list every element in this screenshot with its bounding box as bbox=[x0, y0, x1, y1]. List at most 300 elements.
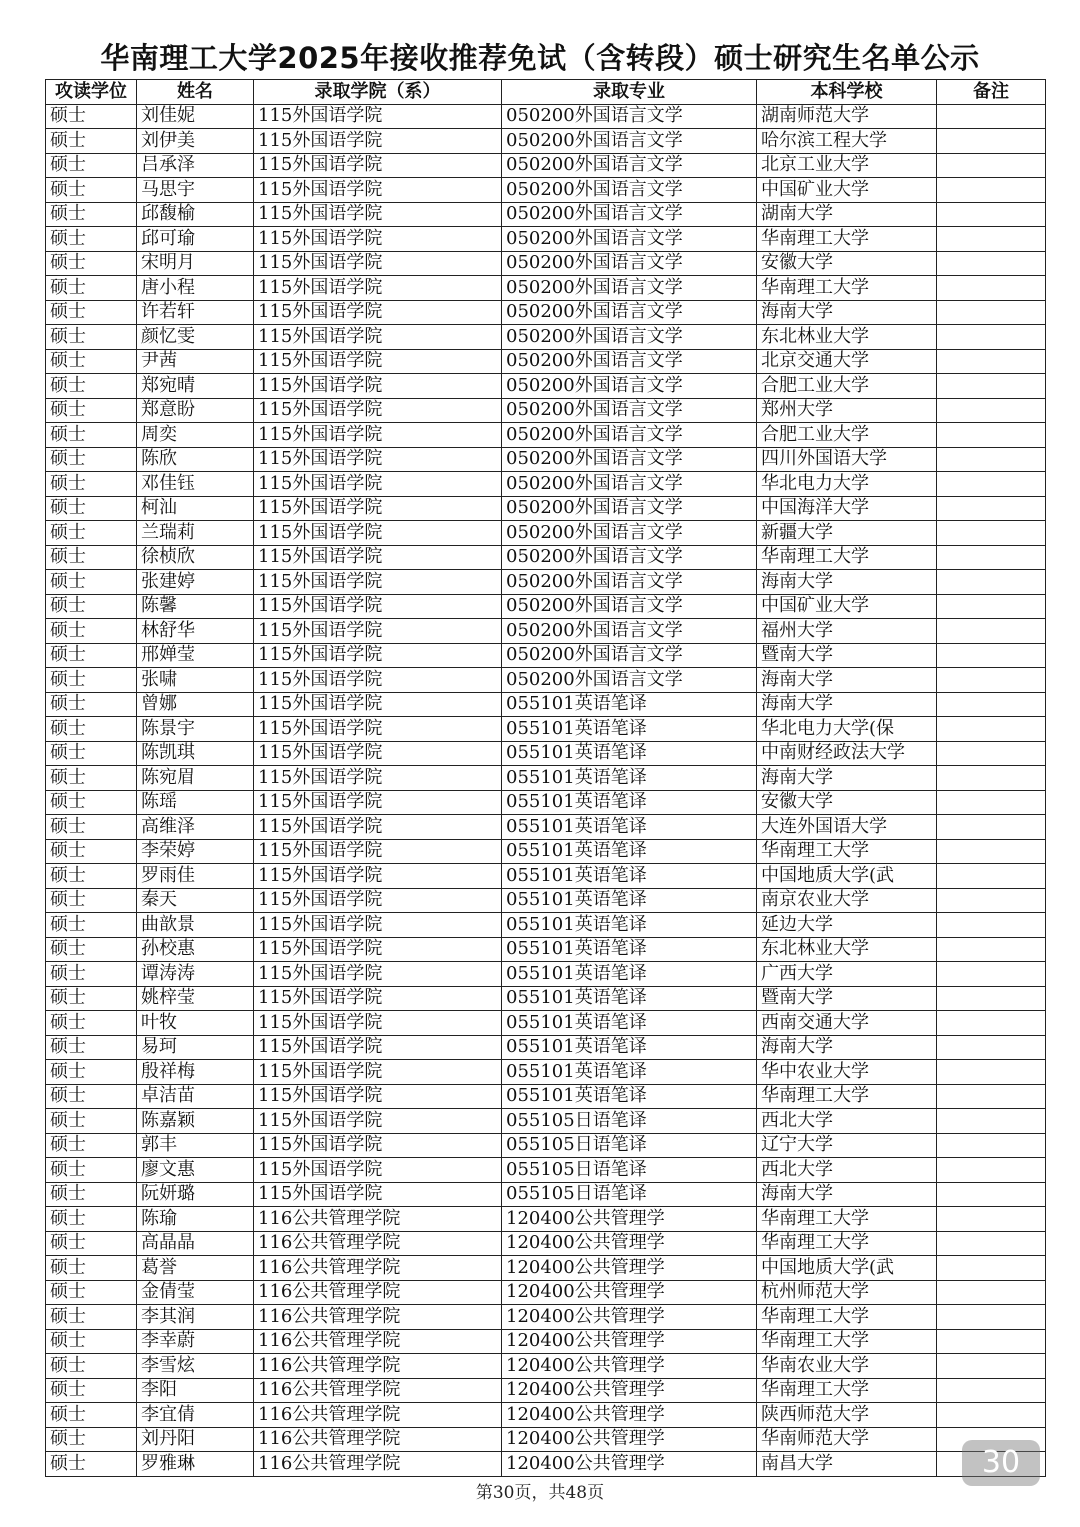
degree-cell: 硕士 bbox=[46, 202, 137, 227]
remarks-cell bbox=[937, 815, 1046, 840]
table-row bbox=[46, 423, 1046, 448]
college-cell: 115外国语学院 bbox=[254, 300, 502, 325]
name-cell: 刘佳妮 bbox=[137, 104, 254, 129]
table-row bbox=[46, 349, 1046, 374]
remarks-cell bbox=[937, 398, 1046, 423]
degree-cell: 硕士 bbox=[46, 1035, 137, 1060]
remarks-cell bbox=[937, 153, 1046, 178]
name-cell: 殷祥梅 bbox=[137, 1060, 254, 1085]
name-cell: 颜忆雯 bbox=[137, 325, 254, 350]
table-row bbox=[46, 325, 1046, 350]
undergrad-school-cell: 海南大学 bbox=[757, 766, 937, 791]
degree-cell: 硕士 bbox=[46, 1011, 137, 1036]
major-cell: 055101英语笔译 bbox=[502, 1084, 757, 1109]
undergrad-school-cell: 海南大学 bbox=[757, 668, 937, 693]
remarks-cell bbox=[937, 668, 1046, 693]
college-cell: 115外国语学院 bbox=[254, 619, 502, 644]
undergrad-school-cell: 华北电力大学(保 bbox=[757, 717, 937, 742]
undergrad-school-cell: 华北电力大学 bbox=[757, 472, 937, 497]
college-cell: 115外国语学院 bbox=[254, 1084, 502, 1109]
remarks-cell bbox=[937, 570, 1046, 595]
table-row bbox=[46, 741, 1046, 766]
undergrad-school-cell: 暨南大学 bbox=[757, 986, 937, 1011]
remarks-cell bbox=[937, 619, 1046, 644]
degree-cell: 硕士 bbox=[46, 227, 137, 252]
name-cell: 柯汕 bbox=[137, 496, 254, 521]
table-row bbox=[46, 692, 1046, 717]
degree-cell: 硕士 bbox=[46, 472, 137, 497]
college-cell: 115外国语学院 bbox=[254, 1035, 502, 1060]
undergrad-school-cell: 华南理工大学 bbox=[757, 1378, 937, 1403]
major-cell: 050200外国语言文学 bbox=[502, 472, 757, 497]
table-row bbox=[46, 766, 1046, 791]
table-row bbox=[46, 937, 1046, 962]
college-cell: 115外国语学院 bbox=[254, 251, 502, 276]
major-cell: 120400公共管理学 bbox=[502, 1280, 757, 1305]
college-cell: 116公共管理学院 bbox=[254, 1329, 502, 1354]
name-cell: 邓佳钰 bbox=[137, 472, 254, 497]
table-row bbox=[46, 888, 1046, 913]
remarks-cell bbox=[937, 1207, 1046, 1232]
major-cell: 050200外国语言文学 bbox=[502, 178, 757, 203]
name-cell: 姚梓莹 bbox=[137, 986, 254, 1011]
major-cell: 050200外国语言文学 bbox=[502, 153, 757, 178]
name-cell: 陈凯琪 bbox=[137, 741, 254, 766]
major-cell: 055101英语笔译 bbox=[502, 839, 757, 864]
degree-cell: 硕士 bbox=[46, 1060, 137, 1085]
undergrad-school-cell: 中国海洋大学 bbox=[757, 496, 937, 521]
degree-cell: 硕士 bbox=[46, 325, 137, 350]
name-cell: 高维泽 bbox=[137, 815, 254, 840]
major-cell: 050200外国语言文学 bbox=[502, 496, 757, 521]
undergrad-school-cell: 华南理工大学 bbox=[757, 545, 937, 570]
table-row bbox=[46, 815, 1046, 840]
undergrad-school-cell: 西北大学 bbox=[757, 1158, 937, 1183]
remarks-cell bbox=[937, 496, 1046, 521]
undergrad-school-cell: 华南理工大学 bbox=[757, 1305, 937, 1330]
name-cell: 唐小程 bbox=[137, 276, 254, 301]
remarks-cell bbox=[937, 1158, 1046, 1183]
remarks-cell bbox=[937, 447, 1046, 472]
undergrad-school-cell: 华南农业大学 bbox=[757, 1354, 937, 1379]
name-cell: 曾娜 bbox=[137, 692, 254, 717]
remarks-cell bbox=[937, 888, 1046, 913]
degree-cell: 硕士 bbox=[46, 1403, 137, 1428]
college-cell: 116公共管理学院 bbox=[254, 1207, 502, 1232]
undergrad-school-cell: 杭州师范大学 bbox=[757, 1280, 937, 1305]
degree-cell: 硕士 bbox=[46, 374, 137, 399]
remarks-cell bbox=[937, 864, 1046, 889]
name-cell: 李其润 bbox=[137, 1305, 254, 1330]
college-cell: 115外国语学院 bbox=[254, 129, 502, 154]
degree-cell: 硕士 bbox=[46, 717, 137, 742]
major-cell: 050200外国语言文学 bbox=[502, 104, 757, 129]
column-header-major: 录取专业 bbox=[502, 80, 757, 105]
college-cell: 116公共管理学院 bbox=[254, 1378, 502, 1403]
remarks-cell bbox=[937, 1280, 1046, 1305]
remarks-cell bbox=[937, 1256, 1046, 1281]
name-cell: 李荣婷 bbox=[137, 839, 254, 864]
remarks-cell bbox=[937, 251, 1046, 276]
undergrad-school-cell: 西南交通大学 bbox=[757, 1011, 937, 1036]
remarks-cell bbox=[937, 104, 1046, 129]
undergrad-school-cell: 暨南大学 bbox=[757, 643, 937, 668]
degree-cell: 硕士 bbox=[46, 1378, 137, 1403]
degree-cell: 硕士 bbox=[46, 1354, 137, 1379]
major-cell: 055101英语笔译 bbox=[502, 1011, 757, 1036]
name-cell: 宋明月 bbox=[137, 251, 254, 276]
table-row bbox=[46, 1084, 1046, 1109]
name-cell: 葛誉 bbox=[137, 1256, 254, 1281]
name-cell: 高晶晶 bbox=[137, 1231, 254, 1256]
college-cell: 115外国语学院 bbox=[254, 496, 502, 521]
college-cell: 115外国语学院 bbox=[254, 1109, 502, 1134]
table-row bbox=[46, 300, 1046, 325]
table-row bbox=[46, 962, 1046, 987]
name-cell: 陈瑜 bbox=[137, 1207, 254, 1232]
remarks-cell bbox=[937, 1182, 1046, 1207]
undergrad-school-cell: 安徽大学 bbox=[757, 790, 937, 815]
table-row bbox=[46, 276, 1046, 301]
college-cell: 115外国语学院 bbox=[254, 741, 502, 766]
name-cell: 谭涛涛 bbox=[137, 962, 254, 987]
undergrad-school-cell: 海南大学 bbox=[757, 692, 937, 717]
remarks-cell bbox=[937, 1011, 1046, 1036]
table-row bbox=[46, 251, 1046, 276]
major-cell: 050200外国语言文学 bbox=[502, 398, 757, 423]
table-row bbox=[46, 1280, 1046, 1305]
major-cell: 050200外国语言文学 bbox=[502, 447, 757, 472]
major-cell: 050200外国语言文学 bbox=[502, 300, 757, 325]
undergrad-school-cell: 福州大学 bbox=[757, 619, 937, 644]
table-row bbox=[46, 839, 1046, 864]
table-row bbox=[46, 1158, 1046, 1183]
table-row bbox=[46, 447, 1046, 472]
remarks-cell bbox=[937, 325, 1046, 350]
major-cell: 050200外国语言文学 bbox=[502, 570, 757, 595]
remarks-cell bbox=[937, 1329, 1046, 1354]
college-cell: 115外国语学院 bbox=[254, 349, 502, 374]
major-cell: 120400公共管理学 bbox=[502, 1207, 757, 1232]
name-cell: 陈馨 bbox=[137, 594, 254, 619]
undergrad-school-cell: 大连外国语大学 bbox=[757, 815, 937, 840]
table-row bbox=[46, 129, 1046, 154]
degree-cell: 硕士 bbox=[46, 1427, 137, 1452]
table-row bbox=[46, 619, 1046, 644]
degree-cell: 硕士 bbox=[46, 1158, 137, 1183]
undergrad-school-cell: 华南师范大学 bbox=[757, 1427, 937, 1452]
remarks-cell bbox=[937, 937, 1046, 962]
table-row bbox=[46, 717, 1046, 742]
name-cell: 李幸蔚 bbox=[137, 1329, 254, 1354]
undergrad-school-cell: 合肥工业大学 bbox=[757, 423, 937, 448]
table-row bbox=[46, 1427, 1046, 1452]
degree-cell: 硕士 bbox=[46, 104, 137, 129]
name-cell: 郭丰 bbox=[137, 1133, 254, 1158]
college-cell: 115外国语学院 bbox=[254, 1158, 502, 1183]
college-cell: 115外国语学院 bbox=[254, 1133, 502, 1158]
remarks-cell bbox=[937, 129, 1046, 154]
degree-cell: 硕士 bbox=[46, 521, 137, 546]
table-row bbox=[46, 1305, 1046, 1330]
remarks-cell bbox=[937, 790, 1046, 815]
undergrad-school-cell: 南昌大学 bbox=[757, 1452, 937, 1477]
degree-cell: 硕士 bbox=[46, 1256, 137, 1281]
college-cell: 116公共管理学院 bbox=[254, 1305, 502, 1330]
undergrad-school-cell: 东北林业大学 bbox=[757, 937, 937, 962]
major-cell: 055105日语笔译 bbox=[502, 1109, 757, 1134]
undergrad-school-cell: 郑州大学 bbox=[757, 398, 937, 423]
major-cell: 050200外国语言文学 bbox=[502, 276, 757, 301]
table-row bbox=[46, 398, 1046, 423]
college-cell: 115外国语学院 bbox=[254, 104, 502, 129]
remarks-cell bbox=[937, 692, 1046, 717]
college-cell: 115外国语学院 bbox=[254, 202, 502, 227]
remarks-cell bbox=[937, 1231, 1046, 1256]
college-cell: 115外国语学院 bbox=[254, 153, 502, 178]
column-header-degree: 攻读学位 bbox=[46, 80, 137, 105]
name-cell: 李宜倩 bbox=[137, 1403, 254, 1428]
remarks-cell bbox=[937, 227, 1046, 252]
table-row bbox=[46, 202, 1046, 227]
undergrad-school-cell: 华南理工大学 bbox=[757, 1231, 937, 1256]
degree-cell: 硕士 bbox=[46, 545, 137, 570]
undergrad-school-cell: 广西大学 bbox=[757, 962, 937, 987]
major-cell: 050200外国语言文学 bbox=[502, 619, 757, 644]
major-cell: 055101英语笔译 bbox=[502, 766, 757, 791]
table-row bbox=[46, 374, 1046, 399]
college-cell: 115外国语学院 bbox=[254, 227, 502, 252]
column-header-college: 录取学院（系） bbox=[254, 80, 502, 105]
table-row bbox=[46, 594, 1046, 619]
remarks-cell bbox=[937, 594, 1046, 619]
name-cell: 李阳 bbox=[137, 1378, 254, 1403]
undergrad-school-cell: 海南大学 bbox=[757, 570, 937, 595]
name-cell: 廖文惠 bbox=[137, 1158, 254, 1183]
remarks-cell bbox=[937, 178, 1046, 203]
table-row bbox=[46, 1256, 1046, 1281]
remarks-cell bbox=[937, 1133, 1046, 1158]
college-cell: 116公共管理学院 bbox=[254, 1231, 502, 1256]
degree-cell: 硕士 bbox=[46, 447, 137, 472]
major-cell: 055101英语笔译 bbox=[502, 864, 757, 889]
name-cell: 金倩莹 bbox=[137, 1280, 254, 1305]
document-title: 华南理工大学2025年接收推荐免试（含转段）硕士研究生名单公示 bbox=[100, 41, 980, 75]
undergrad-school-cell: 华南理工大学 bbox=[757, 1084, 937, 1109]
college-cell: 115外国语学院 bbox=[254, 937, 502, 962]
admission-table bbox=[45, 79, 1046, 1477]
major-cell: 050200外国语言文学 bbox=[502, 251, 757, 276]
college-cell: 115外国语学院 bbox=[254, 1060, 502, 1085]
major-cell: 055101英语笔译 bbox=[502, 962, 757, 987]
remarks-cell bbox=[937, 374, 1046, 399]
undergrad-school-cell: 海南大学 bbox=[757, 300, 937, 325]
table-row bbox=[46, 864, 1046, 889]
name-cell: 张啸 bbox=[137, 668, 254, 693]
degree-cell: 硕士 bbox=[46, 349, 137, 374]
major-cell: 055101英语笔译 bbox=[502, 717, 757, 742]
table-row bbox=[46, 1403, 1046, 1428]
name-cell: 张建婷 bbox=[137, 570, 254, 595]
major-cell: 055101英语笔译 bbox=[502, 1035, 757, 1060]
remarks-cell bbox=[937, 202, 1046, 227]
table-row bbox=[46, 153, 1046, 178]
major-cell: 120400公共管理学 bbox=[502, 1427, 757, 1452]
table-header-row bbox=[46, 80, 1046, 105]
undergrad-school-cell: 合肥工业大学 bbox=[757, 374, 937, 399]
major-cell: 055101英语笔译 bbox=[502, 741, 757, 766]
name-cell: 吕承泽 bbox=[137, 153, 254, 178]
major-cell: 050200外国语言文学 bbox=[502, 545, 757, 570]
table-row bbox=[46, 472, 1046, 497]
college-cell: 116公共管理学院 bbox=[254, 1354, 502, 1379]
college-cell: 115外国语学院 bbox=[254, 643, 502, 668]
name-cell: 郑宛晴 bbox=[137, 374, 254, 399]
remarks-cell bbox=[937, 472, 1046, 497]
remarks-cell bbox=[937, 986, 1046, 1011]
major-cell: 050200外国语言文学 bbox=[502, 349, 757, 374]
major-cell: 050200外国语言文学 bbox=[502, 521, 757, 546]
major-cell: 055105日语笔译 bbox=[502, 1182, 757, 1207]
name-cell: 孙校惠 bbox=[137, 937, 254, 962]
college-cell: 115外国语学院 bbox=[254, 423, 502, 448]
undergrad-school-cell: 华南理工大学 bbox=[757, 276, 937, 301]
remarks-cell bbox=[937, 1035, 1046, 1060]
table-row bbox=[46, 790, 1046, 815]
page-footer: 第30页，共48页 bbox=[475, 1483, 605, 1503]
remarks-cell bbox=[937, 1403, 1046, 1428]
undergrad-school-cell: 东北林业大学 bbox=[757, 325, 937, 350]
column-header-name: 姓名 bbox=[137, 80, 254, 105]
degree-cell: 硕士 bbox=[46, 570, 137, 595]
column-header-remarks: 备注 bbox=[937, 80, 1046, 105]
table-row bbox=[46, 1109, 1046, 1134]
degree-cell: 硕士 bbox=[46, 643, 137, 668]
major-cell: 055101英语笔译 bbox=[502, 1060, 757, 1085]
undergrad-school-cell: 四川外国语大学 bbox=[757, 447, 937, 472]
undergrad-school-cell: 中国地质大学(武 bbox=[757, 1256, 937, 1281]
remarks-cell bbox=[937, 276, 1046, 301]
degree-cell: 硕士 bbox=[46, 153, 137, 178]
name-cell: 陈景宇 bbox=[137, 717, 254, 742]
major-cell: 050200外国语言文学 bbox=[502, 129, 757, 154]
name-cell: 周奕 bbox=[137, 423, 254, 448]
remarks-cell bbox=[937, 766, 1046, 791]
degree-cell: 硕士 bbox=[46, 815, 137, 840]
college-cell: 115外国语学院 bbox=[254, 888, 502, 913]
name-cell: 陈嘉颖 bbox=[137, 1109, 254, 1134]
table-body bbox=[46, 104, 1046, 1476]
table-row bbox=[46, 1231, 1046, 1256]
undergrad-school-cell: 新疆大学 bbox=[757, 521, 937, 546]
college-cell: 116公共管理学院 bbox=[254, 1256, 502, 1281]
degree-cell: 硕士 bbox=[46, 790, 137, 815]
table-row bbox=[46, 913, 1046, 938]
degree-cell: 硕士 bbox=[46, 276, 137, 301]
name-cell: 马思宇 bbox=[137, 178, 254, 203]
degree-cell: 硕士 bbox=[46, 1133, 137, 1158]
degree-cell: 硕士 bbox=[46, 962, 137, 987]
table-row bbox=[46, 1035, 1046, 1060]
college-cell: 115外国语学院 bbox=[254, 398, 502, 423]
table-row bbox=[46, 178, 1046, 203]
name-cell: 陈瑶 bbox=[137, 790, 254, 815]
degree-cell: 硕士 bbox=[46, 1109, 137, 1134]
remarks-cell bbox=[937, 643, 1046, 668]
undergrad-school-cell: 陕西师范大学 bbox=[757, 1403, 937, 1428]
name-cell: 叶牧 bbox=[137, 1011, 254, 1036]
college-cell: 115外国语学院 bbox=[254, 570, 502, 595]
name-cell: 曲歆景 bbox=[137, 913, 254, 938]
undergrad-school-cell: 中南财经政法大学 bbox=[757, 741, 937, 766]
undergrad-school-cell: 湖南师范大学 bbox=[757, 104, 937, 129]
college-cell: 115外国语学院 bbox=[254, 1011, 502, 1036]
major-cell: 050200外国语言文学 bbox=[502, 594, 757, 619]
table-row bbox=[46, 986, 1046, 1011]
degree-cell: 硕士 bbox=[46, 864, 137, 889]
table-row bbox=[46, 1182, 1046, 1207]
table-row bbox=[46, 104, 1046, 129]
undergrad-school-cell: 哈尔滨工程大学 bbox=[757, 129, 937, 154]
major-cell: 055101英语笔译 bbox=[502, 986, 757, 1011]
name-cell: 郑意盼 bbox=[137, 398, 254, 423]
name-cell: 罗雅琳 bbox=[137, 1452, 254, 1477]
degree-cell: 硕士 bbox=[46, 496, 137, 521]
degree-cell: 硕士 bbox=[46, 1182, 137, 1207]
major-cell: 055101英语笔译 bbox=[502, 888, 757, 913]
undergrad-school-cell: 南京农业大学 bbox=[757, 888, 937, 913]
name-cell: 刘伊美 bbox=[137, 129, 254, 154]
college-cell: 115外国语学院 bbox=[254, 864, 502, 889]
name-cell: 李雪炫 bbox=[137, 1354, 254, 1379]
table-row bbox=[46, 570, 1046, 595]
degree-cell: 硕士 bbox=[46, 178, 137, 203]
major-cell: 050200外国语言文学 bbox=[502, 325, 757, 350]
major-cell: 120400公共管理学 bbox=[502, 1452, 757, 1477]
table-row bbox=[46, 1329, 1046, 1354]
college-cell: 115外国语学院 bbox=[254, 472, 502, 497]
degree-cell: 硕士 bbox=[46, 839, 137, 864]
remarks-cell bbox=[937, 962, 1046, 987]
undergrad-school-cell: 湖南大学 bbox=[757, 202, 937, 227]
remarks-cell bbox=[937, 1354, 1046, 1379]
major-cell: 120400公共管理学 bbox=[502, 1329, 757, 1354]
degree-cell: 硕士 bbox=[46, 937, 137, 962]
name-cell: 尹茜 bbox=[137, 349, 254, 374]
undergrad-school-cell: 延边大学 bbox=[757, 913, 937, 938]
major-cell: 050200外国语言文学 bbox=[502, 423, 757, 448]
undergrad-school-cell: 华南理工大学 bbox=[757, 1207, 937, 1232]
major-cell: 050200外国语言文学 bbox=[502, 643, 757, 668]
college-cell: 115外国语学院 bbox=[254, 178, 502, 203]
table-row bbox=[46, 227, 1046, 252]
major-cell: 050200外国语言文学 bbox=[502, 668, 757, 693]
name-cell: 罗雨佳 bbox=[137, 864, 254, 889]
major-cell: 120400公共管理学 bbox=[502, 1305, 757, 1330]
page-number-badge: 30 bbox=[962, 1440, 1040, 1486]
remarks-cell bbox=[937, 839, 1046, 864]
undergrad-school-cell: 华中农业大学 bbox=[757, 1060, 937, 1085]
college-cell: 115外国语学院 bbox=[254, 717, 502, 742]
major-cell: 120400公共管理学 bbox=[502, 1256, 757, 1281]
table-row bbox=[46, 1452, 1046, 1477]
major-cell: 055101英语笔译 bbox=[502, 937, 757, 962]
undergrad-school-cell: 中国矿业大学 bbox=[757, 178, 937, 203]
name-cell: 徐桢欣 bbox=[137, 545, 254, 570]
name-cell: 林舒华 bbox=[137, 619, 254, 644]
table-row bbox=[46, 1207, 1046, 1232]
undergrad-school-cell: 海南大学 bbox=[757, 1035, 937, 1060]
